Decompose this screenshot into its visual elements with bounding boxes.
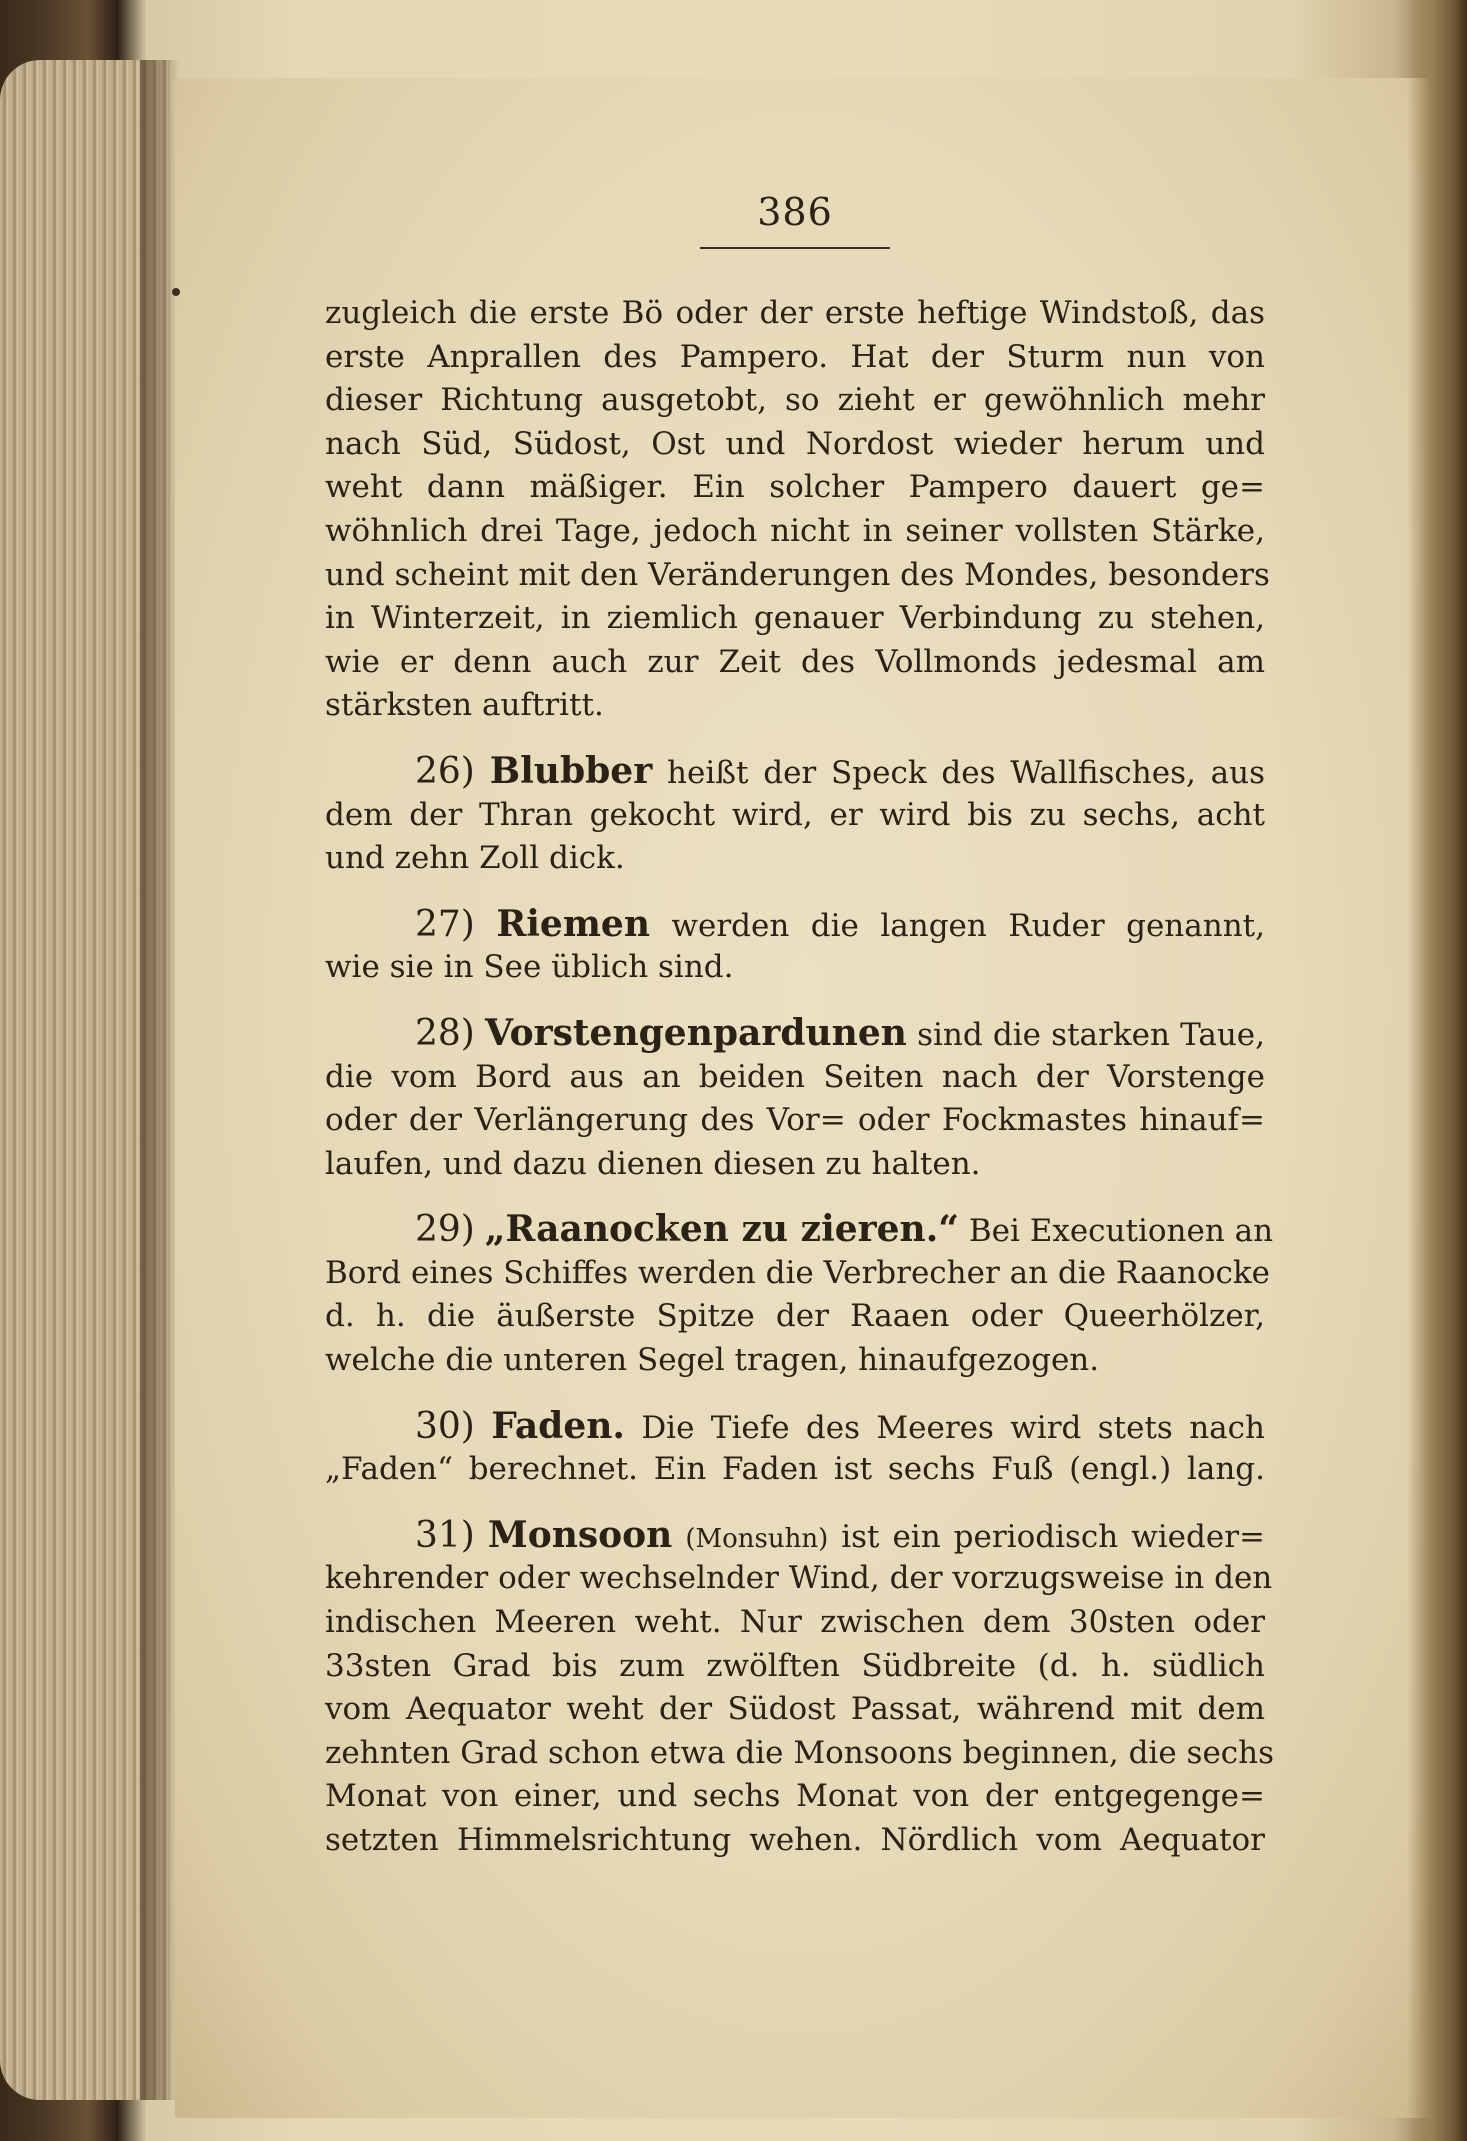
- text-line: setzten Himmelsrichtung wehen. Nördlich vom Aequator: [325, 1822, 1265, 1858]
- entry-text: Die Tiefe des Meeres wird stets nach: [641, 1409, 1265, 1446]
- entry-number: 31): [415, 1514, 475, 1556]
- entry-text: ist ein periodisch wieder=: [841, 1518, 1265, 1555]
- text-line: dem der Thran gekocht wird, er wird bis zu sechs, acht: [325, 796, 1265, 833]
- header-rule: [700, 247, 890, 249]
- paragraph-gap: [325, 728, 1265, 750]
- ink-speck: [172, 288, 180, 296]
- text-line: kehrender oder wechselnder Wind, der vorzugsweise in den: [325, 1560, 1273, 1597]
- text-line: d. h. die äußerste Spitze der Raaen oder Queerhölzer,: [325, 1298, 1265, 1335]
- text-line: laufen, und dazu dienen diesen zu halten.: [325, 1145, 981, 1182]
- entry-number: 29): [415, 1209, 475, 1251]
- paragraph-gap: [325, 1186, 1265, 1208]
- entry-text: Bei Executionen an: [968, 1213, 1274, 1250]
- entry-paren: (Monsuhn): [685, 1523, 829, 1554]
- entry-term: Faden.: [491, 1404, 625, 1447]
- text-line: wie er denn auch zur Zeit des Vollmonds jedesmal am: [325, 643, 1265, 680]
- entry-number: 30): [415, 1405, 475, 1447]
- text-line: stärksten auftritt.: [325, 687, 604, 724]
- text-line: 33sten Grad bis zum zwölften Südbreite (d. h. südlich: [325, 1647, 1265, 1684]
- text-line: und scheint mit den Veränderungen des Mondes, besonders: [325, 556, 1270, 593]
- text-line: in Winterzeit, in ziemlich genauer Verbindung zu stehen,: [325, 600, 1265, 637]
- book-spine: [1407, 0, 1467, 2141]
- entry-28-heading: [325, 1012, 1265, 1056]
- entry-text: werden die langen Ruder genannt,: [671, 907, 1265, 944]
- paragraph-gap: [325, 1383, 1265, 1405]
- text-line: wöhnlich drei Tage, jedoch nicht in seiner vollsten Stärke,: [325, 512, 1265, 549]
- entry-number: 27): [415, 903, 475, 945]
- text-line: welche die unteren Segel tragen, hinaufgezogen.: [325, 1342, 1100, 1379]
- entry-term: Blubber: [489, 749, 653, 792]
- text-line: erste Anprallen des Pampero. Hat der Sturm nun von: [325, 338, 1265, 375]
- entry-27-heading: [325, 903, 1265, 947]
- text-line: vom Aequator weht der Südost Passat, während mit dem: [325, 1691, 1265, 1728]
- entry-text: heißt der Speck des Wallfisches, aus: [667, 754, 1266, 791]
- text-line: nach Süd, Südost, Ost und Nordost wieder herum und: [325, 425, 1265, 462]
- text-line: weht dann mäßiger. Ein solcher Pampero dauert ge=: [325, 469, 1265, 506]
- entry-term: Riemen: [496, 902, 650, 945]
- text-line: dieser Richtung ausgetobt, so zieht er gewöhnlich mehr: [325, 382, 1265, 419]
- text-line: „Faden“ berechnet. Ein Faden ist sechs Fuß (engl.) lang.: [325, 1451, 1265, 1488]
- text-line: und zehn Zoll dick.: [325, 840, 625, 877]
- entry-30-heading: [325, 1405, 1265, 1449]
- text-line: oder der Verlängerung des Vor= oder Fockmastes hinauf=: [325, 1102, 1265, 1139]
- text-line: zehnten Grad schon etwa die Monsoons beginnen, die sechs: [325, 1734, 1275, 1771]
- entry-term: Vorstengenpardunen: [485, 1011, 907, 1054]
- entry-29-heading: [325, 1208, 1274, 1252]
- entry-31-heading: [325, 1514, 1265, 1558]
- text-line: Monat von einer, und sechs Monat von der entgegenge=: [325, 1778, 1265, 1815]
- entry-number: 28): [415, 1012, 475, 1054]
- text-line: zugleich die erste Bö oder der erste heftige Windstoß, das: [325, 295, 1265, 331]
- entry-text: sind die starken Taue,: [917, 1016, 1266, 1053]
- paragraph-gap: [325, 881, 1265, 903]
- paragraph-gap: [325, 990, 1265, 1012]
- paragraph-gap: [325, 1492, 1265, 1514]
- entry-term: Monsoon: [487, 1513, 673, 1556]
- body-text: [325, 292, 1275, 1863]
- entry-26-heading: [325, 750, 1265, 794]
- entry-term: „Raanocken zu zieren.“: [484, 1208, 959, 1251]
- text-line: wie sie in See üblich sind.: [325, 949, 734, 986]
- page-number: 386: [757, 190, 833, 234]
- text-line: die vom Bord aus an beiden Seiten nach der Vorstenge: [325, 1058, 1265, 1095]
- entry-number: 26): [415, 750, 475, 792]
- text-line: indischen Meeren weht. Nur zwischen dem 30sten oder: [325, 1604, 1265, 1641]
- page-edge-shadow: [140, 60, 180, 2100]
- text-line: Bord eines Schiffes werden die Verbrecher an die Raanocke: [325, 1254, 1271, 1291]
